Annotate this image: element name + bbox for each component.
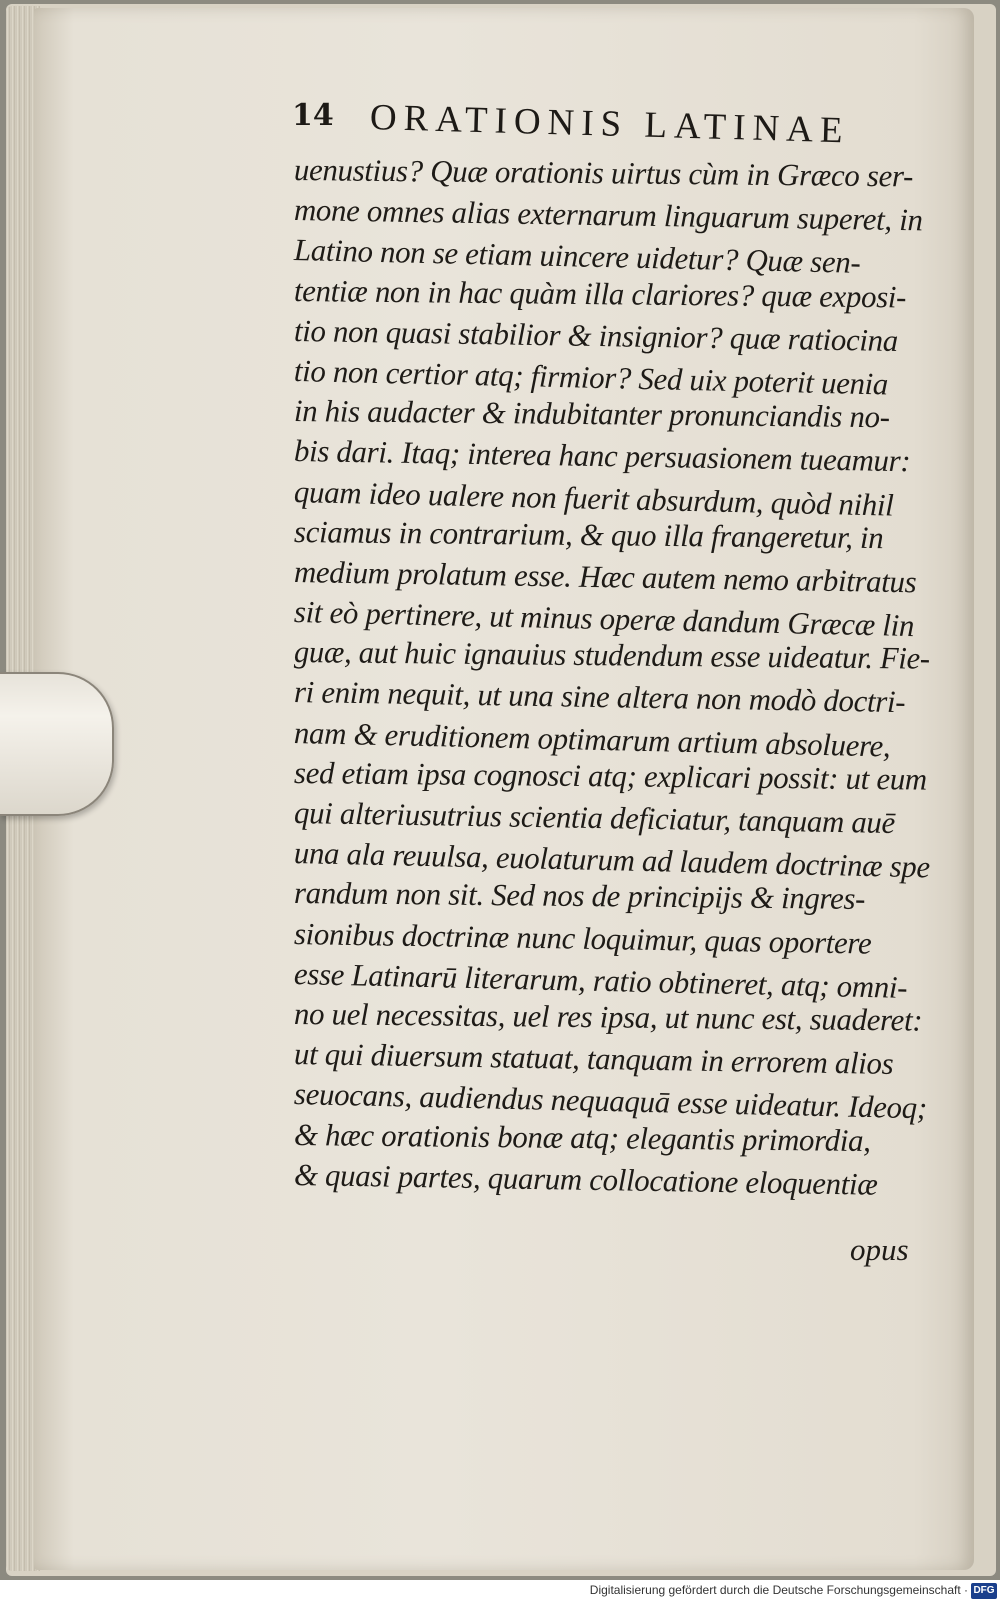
catchword: opus [850,1232,909,1267]
text-line: sionibus doctrinæ nunc loquimur, quas oportere [293,915,872,961]
footer-strip [0,1580,1000,1603]
text-line: sit eò pertinere, ut minus operæ dandum Græcæ lin [293,594,915,644]
text-line: randum non sit. Sed nos de principijs & ingres- [293,875,866,917]
text-line: una ala reuulsa, euolaturum ad laudem doctrinæ spe [293,835,931,885]
running-head: ORATIONIS LATINAE [369,97,851,152]
text-line: sciamus in contrarium, & quo illa frangeretur, in [293,513,884,555]
text-line: tio non quasi stabilior & insignior? quæ ratiocina [293,312,899,358]
text-line: medium prolatum esse. Hæc autem nemo arbitratus [293,553,917,600]
text-line: in his audacter & indubitanter pronunciandis no- [293,393,890,435]
text-block [293,150,934,1202]
page-header [292,94,932,152]
text-line: no uel necessitas, uel res ipsa, ut nunc est, suaderet: [293,995,923,1038]
text-line: guæ, aut huic ignauius studendum esse uideatur. Fie- [293,634,930,676]
text-line: esse Latinarū literarum, ratio obtineret, atq; omni- [293,955,908,1005]
text-line: bis dari. Itaq; interea hanc persuasionem tueamur: [293,433,911,479]
text-line: sed etiam ipsa cognosci atq; explicari possit: ut eum [293,754,928,797]
text-line: Latino non se etiam uincere uidetur? Quæ sen- [293,232,861,281]
text-line: & hæc orationis bonæ atq; elegantis primordia, [293,1116,871,1158]
text-line: qui alteriusutrius scientia deficiatur, tanquam auē [293,795,896,840]
text-line: mone omnes alias externarum linguarum superet, in [293,192,923,238]
text-line: seuocans, audiendus nequaquā esse uideatur. Ideoq; [293,1076,928,1126]
text-line: & quasi partes, quarum collocatione eloquentiæ [293,1156,878,1202]
text-line: tio non certior atq; firmior? Sed uix poterit uenia [293,352,889,402]
page-clip [0,672,114,816]
text-line: ri enim nequit, ut una sine altera non modò doctri- [293,674,906,720]
text-line: quam ideo ualere non fuerit absurdum, quòd nihil [293,473,894,523]
page-number: 14 [292,98,334,133]
text-line: uenustius? Quæ orationis uirtus cùm in Græco ser- [293,152,914,194]
footer-credit: Digitalisierung gefördert durch die Deutsche Forschungsgemeinschaft · [589,1583,968,1597]
dfg-logo: DFG [971,1583,997,1599]
text-line: tentiæ non in hac quàm illa clariores? quæ exposi- [293,272,907,314]
text-line: ut qui diuersum statuat, tanquam in errorem alios [293,1036,894,1082]
text-line: nam & eruditionem optimarum artium absoluere, [293,714,891,764]
